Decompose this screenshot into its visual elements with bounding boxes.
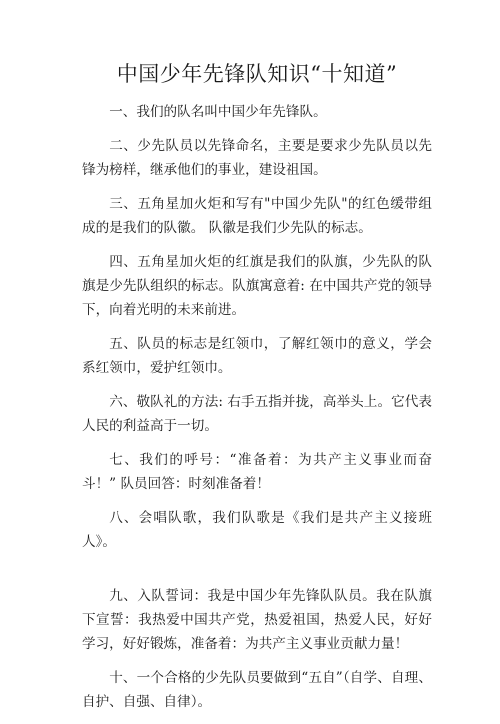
paragraph-3: 三、五角星加火炬和写有"中国少先队"的红色缓带组成的是我们的队徽。 队徽是我们少先队的标志。 [82,196,432,236]
paragraph-4: 四、五角星加火炬的红旗是我们的队旗，少先队的队旗是少先队组织的标志。队旗寓意着: 在中国共产党的领导下，向着光明的未来前进。 [82,254,432,318]
paragraph-10: 十、一个合格的少先队员要做到“五自”（自学、自理、自护、自强、自律）。 [82,670,432,710]
paragraph-7: 七、我们的呼号：“准备着：为共产主义事业而奋斗！” 队员回答：时刻准备着！ [82,452,432,492]
document-title: 中国少年先锋队知识“十知道” [116,62,398,86]
paragraph-5: 五、队员的标志是红领巾，了解红领巾的意义，学会系红领巾，爱护红领巾。 [82,336,432,376]
paragraph-6: 六、敬队礼的方法: 右手五指并拢，高举头上。它代表人民的利益高于一切。 [82,394,432,434]
paragraph-8: 八、会唱队歌，我们队歌是《我们是共产主义接班人》。 [82,510,432,550]
paragraph-9: 九、入队誓词：我是中国少年先锋队队员。我在队旗下宣誓：我热爱中国共产党，热爱祖国，热爱人民，好好学习，好好锻炼，准备着：为共产主义事业贡献力量！ [82,588,432,652]
document-page [82,60,432,724]
paragraph-2: 二、少先队员以先锋命名，主要是要求少先队员以先锋为榜样，继承他们的事业，建设祖国。 [82,138,432,178]
paragraph-1: 一、我们的队名叫中国少年先锋队。 [109,104,327,120]
